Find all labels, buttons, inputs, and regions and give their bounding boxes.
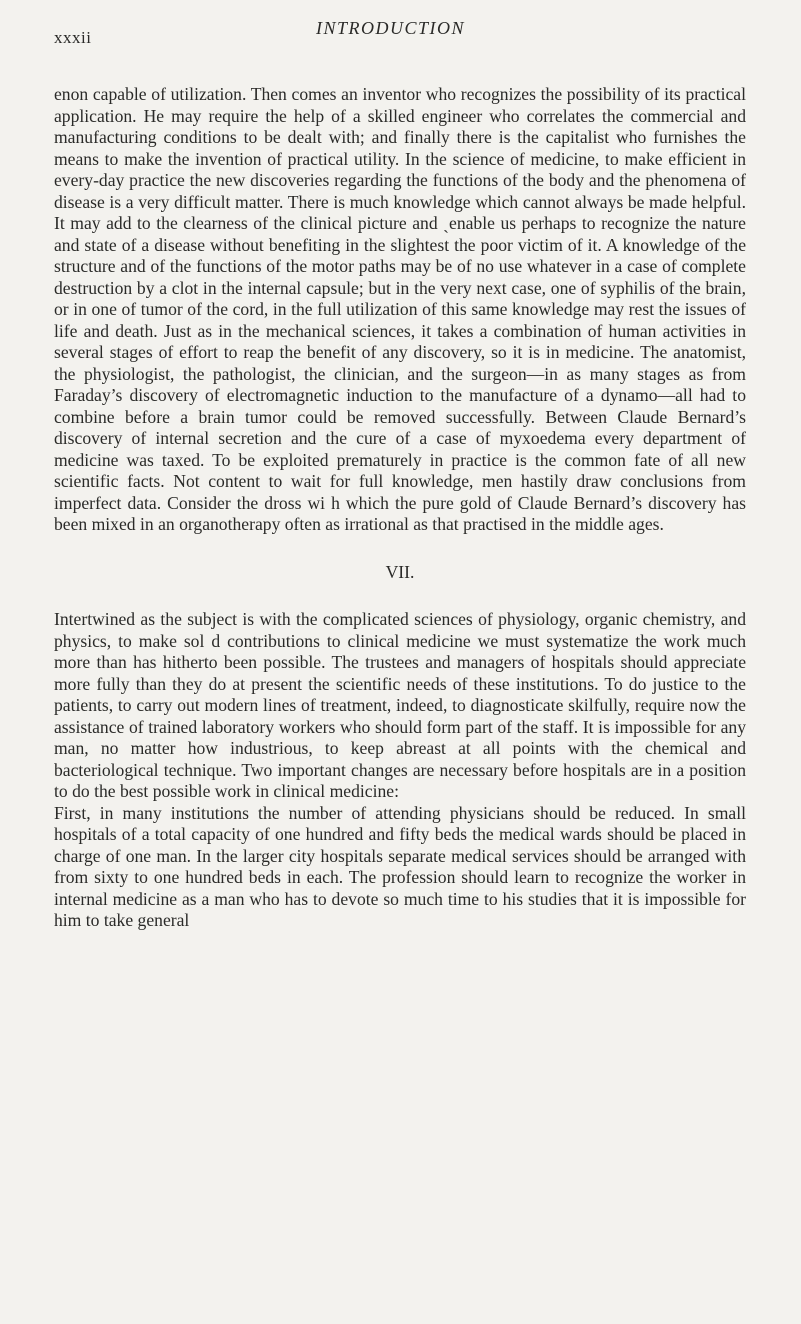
running-head <box>54 16 754 56</box>
body-text <box>54 84 746 932</box>
section-heading: VII. <box>385 561 415 582</box>
page-number: xxxii <box>54 28 92 47</box>
book-page <box>54 0 754 1324</box>
paragraph: First, in many institutions the number of attending physicians should be reduced. In small hospitals of a total capacity of one hundred and fifty beds the medical wards should be placed in charge of one man. In the larger city hospitals separate medical services should be arranged with from sixty to one hundred beds in each. The profession should learn to recognize the worker in internal medicine as a man who has to devote so much time to his studies that it is impossible for him to take general <box>54 802 746 930</box>
paragraph: Intertwined as the subject is with the complicated sciences of physiology, organic chemistry, and physics, to make sol d contributions to clinical medicine we must systematize the work much more than has hitherto been possible. The trustees and managers of hospitals should appreciate more fully than they do at present the scientific needs of these institutions. To do justice to the patients, to carry out modern lines of treatment, indeed, to diagnosticate skilfully, require now the assistance of trained laboratory workers who should form part of the staff. It is impossible for any man, no matter how industrious, to keep abreast at all points with the chemical and bacteriological technique. Two important changes are necessary before hospitals are in a position to do the best possible work in clinical medicine: <box>54 609 746 801</box>
paragraph: enon capable of utilization. Then comes an inventor who recognizes the possibility of its practical application. He may require the help of a skilled engineer who correlates the commercial and manufacturing conditions to be dealt with; and finally there is the capitalist who furnishes the means to make the invention of practical utility. In the science of medicine, to make efficient in every-day practice the new discoveries regarding the functions of the body and the phenomena of disease is a very difficult matter. There is much knowledge which cannot always be made helpful. It may add to the clearness of the clinical picture and ˏenable us perhaps to recognize the nature and state of a disease without benefiting in the slightest the poor victim of it. A knowledge of the structure and of the functions of the motor paths may be of no use whatever in a case of complete destruction by a clot in the internal capsule; but in the very next case, one of syphilis of the brain, or in one of tumor of the cord, in the full utilization of this same knowledge may rest the issues of life and death. Just as in the mechanical sciences, it takes a combination of human activities in several stages of effort to reap the benefit of any discovery, so it is in medicine. The anatomist, the physiologist, the pathologist, the clinician, and the surgeon—in as many stages as from Faraday’s discovery of electromagnetic induction to the manufacture of a dynamo—all had to combine before a brain tumor could be removed successfully. Between Claude Bernard’s discovery of internal secretion and the cure of a case of myxoedema every department of medicine was taxed. To be exploited prematurely in practice is the common fate of all new scientific facts. Not content to wait for full knowledge, men hastily draw conclusions from imperfect data. Consider the dross wi h which the pure gold of Claude Bernard’s discovery has been mixed in an organotherapy often as irrational as that practised in the middle ages. <box>54 84 746 534</box>
running-title: INTRODUCTION <box>316 18 466 38</box>
